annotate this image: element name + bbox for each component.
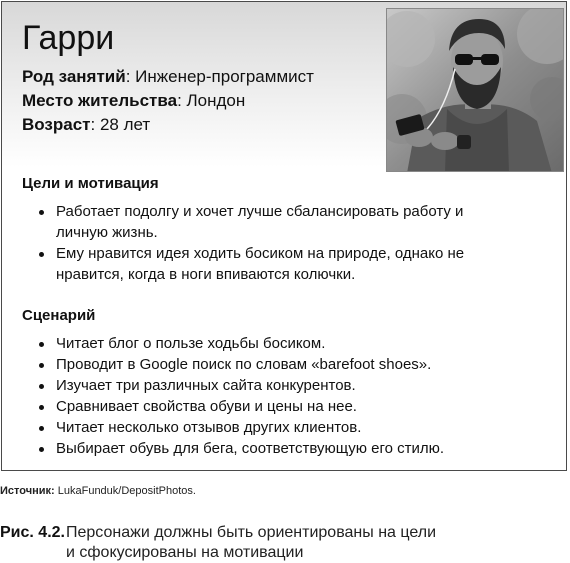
age-label: Возраст bbox=[22, 115, 91, 134]
photo-source bbox=[0, 484, 196, 498]
caption-line-1 bbox=[0, 523, 436, 543]
scenario-list bbox=[22, 333, 472, 459]
residence-label: Место жительства bbox=[22, 91, 178, 110]
figure-label: Рис. 4.2. bbox=[0, 524, 65, 541]
age-value: 28 лет bbox=[99, 115, 151, 134]
list-item: Работает подолгу и хочет лучше сбалансировать работу и личную жизнь. bbox=[22, 201, 472, 243]
source-text: LukaFunduk/DepositPhotos. bbox=[57, 485, 196, 497]
list-item: Изучает три различных сайта конкурентов. bbox=[22, 375, 472, 396]
persona-card bbox=[1, 1, 567, 471]
occupation-label: Род занятий bbox=[22, 67, 126, 86]
residence-value: Лондон bbox=[186, 91, 246, 110]
scenario-title: Сценарий bbox=[22, 307, 96, 324]
goals-title: Цели и мотивация bbox=[22, 175, 159, 192]
persona-name: Гарри bbox=[22, 19, 115, 57]
list-item: Ему нравится идея ходить босиком на природе, однако не нравится, когда в ноги впиваются колючки. bbox=[22, 243, 472, 285]
persona-photo bbox=[386, 8, 564, 172]
caption-text-2: и сфокусированы на мотивации bbox=[66, 544, 304, 561]
figure-caption bbox=[0, 523, 436, 563]
goals-list bbox=[22, 201, 472, 285]
list-item: Выбирает обувь для бега, соответствующую его стилю. bbox=[22, 438, 472, 459]
source-label: Источник: bbox=[0, 485, 55, 497]
persona-photo-illustration bbox=[387, 9, 564, 172]
age-row: Возраст: 28 лет bbox=[22, 115, 151, 134]
list-item: Читает блог о пользе ходьбы босиком. bbox=[22, 333, 472, 354]
residence-row: Место жительства: Лондон bbox=[22, 91, 246, 110]
list-item: Проводит в Google поиск по словам «barefoot shoes». bbox=[22, 354, 472, 375]
list-item: Сравнивает свойства обуви и цены на нее. bbox=[22, 396, 472, 417]
caption-text-1: Персонажи должны быть ориентированы на цели bbox=[66, 524, 437, 541]
occupation-value: Инженер-программист bbox=[135, 67, 314, 86]
occupation-row: Род занятий: Инженер-программист bbox=[22, 67, 314, 86]
list-item: Читает несколько отзывов других клиентов. bbox=[22, 417, 472, 438]
